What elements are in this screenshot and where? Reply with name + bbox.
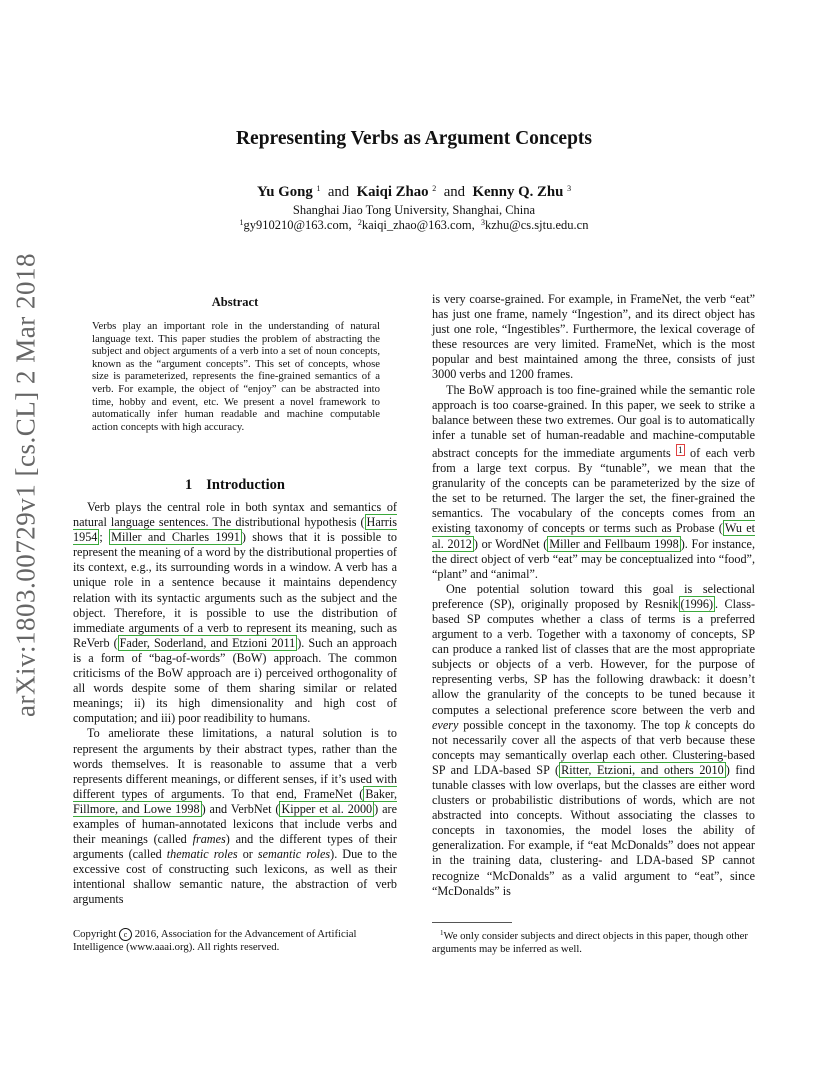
copyright-notice: Copyright c 2016, Association for the Advancement of Artificial Intelligence (www.aaai.org). All rights reserved. [73, 928, 357, 953]
citation-link[interactable]: Wu et al. 2012 [432, 521, 755, 551]
author-name: Kaiqi Zhao [356, 184, 429, 200]
right-column [432, 292, 755, 899]
citation-link[interactable]: Baker, Fillmore, and Lowe 1998 [73, 786, 397, 816]
affiliation: Shanghai Jiao Tong University, Shanghai, China [292, 203, 536, 217]
citation-link[interactable]: Kipper et al. 2000 [281, 801, 373, 816]
abstract-text: Verbs play an important role in the understanding of natural language text. This paper studies the problem of abstracting the subject and object arguments of a verb into a set of noun concepts, known as the “argument concepts”. This set of concepts, whose size is parameterized, represents the fine-grained semantics of a verb. For example, the object of “enjoy” can be abstracted into time, hobby and event, etc. We present a novel framework to automatically infer human readable and machine computable action concepts with high accuracy. [92, 320, 380, 433]
citation-link[interactable]: (1996) [680, 596, 714, 611]
paragraph: The BoW approach is too fine-grained while the semantic role approach is too coarse-grained. In this paper, we seek to strike a balance between these two extremes. Our goal is to automatically infer a tunable set of human-readable and machine-computable abstract concepts for the immediate arguments $^1$ of each verb from a large text corpus. By “tunable”, we mean that the granularity of the concepts can be parameterized by the size of the set to be returned. The larger the set, the finer-grained the semantics. The vocabulary of the concepts comes from an existing taxonomy of concepts or terms such as Probase ( Wu et al. 2012 ) or WordNet ( Miller and Fellbaum 1998 ). For instance, the direct object of verb “eat” may be conceptualized into “food”, “plant” and “animal”. [432, 382, 756, 581]
author-name: Kenny Q. Zhu [472, 184, 564, 200]
email-list: $^1$gy910210@163.com, $^2$kaiqi_zhao@163.com, $^3$kzhu@cs.sjtu.edu.cn [239, 218, 589, 232]
citation-link[interactable]: Ritter, Etzioni, and others 2010 [561, 762, 724, 777]
author-list: Yu Gong $^1$ and Kaiqi Zhao $^2$ and Kenny Q. Zhu $^3$ [256, 184, 572, 200]
left-column [73, 500, 397, 908]
paragraph: Verb plays the central role in both syntax and semantics of natural language sentences. The distributional hypothesis ( Harris 1954 ; Miller and Charles 1991 ) shows that it is possible to represent the meaning of a word by the distributional properties of its context, e.g., its surrounding words in a window. A verb has a unique role in a sentence because it maintains dependency relation with its syntactic arguments such as the subject and the object. Therefore, it is possible to use the distribution of immediate arguments of a verb to represent its meaning, such as ReVerb ( Fader, Soderland, and Etzioni 2011 ). Such an approach is a form of “bag-of-words” (BoW) approach. The common criticisms of the BoW approach are i) perceived orthogonality of all words despite some of them sharing similar or related meanings; ii) its high dimensionality and high cost of computation; and iii) poor readibility to humans. [73, 500, 398, 726]
citation-link[interactable]: Harris 1954 [73, 515, 397, 545]
citation-link[interactable]: Miller and Fellbaum 1998 [549, 536, 679, 551]
citation-link[interactable]: Fader, Soderland, and Etzioni 2011 [119, 635, 296, 650]
footnote-rule [432, 922, 512, 923]
paragraph: To ameliorate these limitations, a natural solution is to represent the arguments by their abstract types, rather than the words themselves. It is reasonable to assume that a verb represents different meanings, or different senses, if it’s used with different types of arguments. To that end, FrameNet ( Baker, Fillmore, and Lowe 1998 ) and VerbNet ( Kipper et al. 2000 ) are examples of human-annotated lexicons that include verbs and their meanings (called frames) and the different types of their arguments (called thematic roles or semantic roles). Due to the excessive cost of constructing such lexicons, as well as their intentional shallow semantic nature, the abstraction of verb arguments [73, 726, 398, 907]
paper-title: Representing Verbs as Argument Concepts [235, 128, 593, 149]
copyright-icon: c [119, 928, 132, 941]
section-heading: 1 Introduction [185, 477, 285, 493]
paragraph: One potential solution toward this goal is selectional preference (SP), originally proposed by Resnik (1996) . Class-based SP computes whether a class of terms is a preferred argument to a verb. Together with a taxonomy of concepts, SP can produce a ranked list of classes that are the most appropriate subjects or objects of a verb. However, for the purpose of representing verbs, SP has the following drawback: it doesn’t allow the granularity of the concepts to be tuned because it computes a selectional preference score between the verb and every possible concept in the taxonomy. The top k concepts do not necessarily cover all the aspects of that verb because these concepts may semantically overlap each other. Clustering-based SP and LDA-based SP ( Ritter, Etzioni, and others 2010 ) find tunable classes with low overlaps, but the classes are either word clusters or probabilistic distributions of words, which are not abstracted into concepts. Without associating the classes to concepts in taxonomies, the model loses the ability of generalization. For example, if “eat McDonalds” does not appear in the training data, clustering- and LDA-based SP cannot recognize “McDonalds” as a valid argument to “eat”, since “McDonalds” is [432, 581, 756, 898]
author-name: Yu Gong [256, 184, 313, 200]
footnote-link[interactable]: 1 [678, 444, 683, 455]
abstract-heading: Abstract [211, 295, 259, 309]
paragraph: is very coarse-grained. For example, in FrameNet, the verb “eat” has just one frame, namely “Ingestion”, and its direct object has just one role, “Ingestibles”. Furthermore, the lexical coverage of these resources are very limited. FrameNet, which is the most popular and best maintained among the three, consists of just 3000 verbs and 1200 frames. [432, 292, 755, 382]
arxiv-stamp: arXiv:1803.00729v1 [cs.CL] 2 Mar 2018 [10, 253, 41, 717]
footnote: $^1$We only consider subjects and direct objects in this paper, though other arguments may be inferred as well. [432, 929, 748, 955]
citation-link[interactable]: Miller and Charles 1991 [111, 530, 240, 545]
